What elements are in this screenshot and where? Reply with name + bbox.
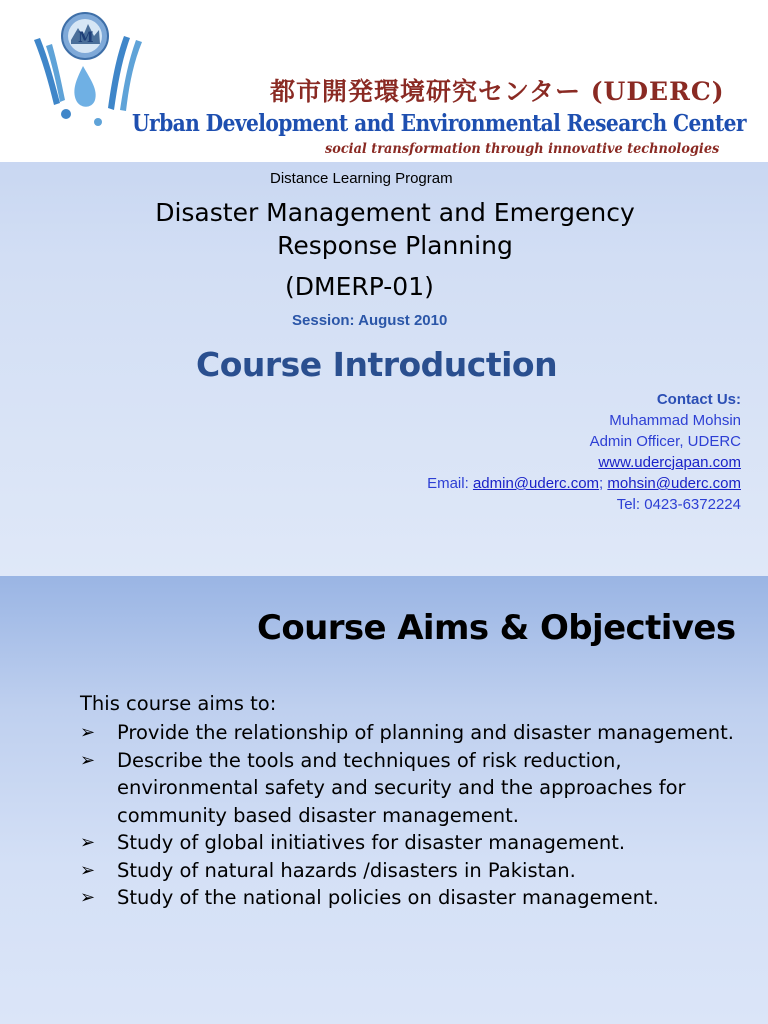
aims-intro-text: This course aims to: [80, 692, 277, 715]
aims-heading: Course Aims & Objectives [257, 608, 736, 648]
email-label: Email: [427, 475, 473, 492]
aim-text: Study of the national policies on disaster management. [117, 886, 659, 909]
arrow-bullet-icon: ➢ [80, 749, 96, 771]
aim-text: Study of natural hazards /disasters in Pakistan. [117, 858, 576, 882]
email-link-mohsin[interactable]: mohsin@uderc.com [607, 475, 741, 492]
list-item [80, 884, 740, 912]
contact-block [427, 389, 741, 515]
japanese-org-title: 都市開発環境研究センター (UDERC) [270, 77, 725, 106]
svg-text:M: M [78, 30, 94, 46]
arrow-bullet-icon: ➢ [80, 859, 96, 881]
email-separator: ; [599, 475, 608, 492]
program-label: Distance Learning Program [270, 170, 453, 187]
contact-name: Muhammad Mohsin [609, 412, 741, 429]
course-title [80, 196, 710, 262]
contact-telephone: Tel: 0423-6372224 [616, 496, 741, 513]
aim-text: Provide the relationship of planning and disaster management. [117, 721, 734, 744]
course-title-line-1: Disaster Management and Emergency [155, 198, 635, 227]
list-item [80, 747, 740, 830]
arrow-bullet-icon: ➢ [80, 832, 96, 853]
email-line [427, 473, 741, 494]
uderc-logo-icon [28, 10, 146, 138]
contact-role: Admin Officer, UDERC [589, 433, 741, 450]
list-item [80, 857, 740, 885]
arrow-bullet-icon: ➢ [80, 722, 96, 743]
aim-text: Describe the tools and techniques of risk reduction, environmental safety and security and the approaches for community based disaster management. [117, 748, 686, 827]
organization-name: Urban Development and Environmental Research Center [132, 110, 746, 137]
website-link[interactable]: www.udercjapan.com [598, 454, 741, 471]
email-link-admin[interactable]: admin@uderc.com [472, 475, 600, 492]
slide-course-aims [0, 576, 768, 1024]
aim-text: Study of global initiatives for disaster management. [117, 831, 626, 854]
organization-tagline: social transformation through innovative technologies [325, 141, 720, 157]
slide-header-banner [0, 0, 768, 162]
aims-list [80, 719, 740, 912]
contact-heading: Contact Us: [656, 391, 741, 408]
course-introduction-heading: Course Introduction [196, 345, 558, 384]
course-code: (DMERP-01) [285, 272, 434, 301]
arrow-bullet-icon: ➢ [80, 887, 96, 908]
list-item [80, 829, 740, 857]
list-item [80, 719, 740, 747]
session-label: Session: August 2010 [292, 312, 448, 329]
course-title-line-2: Response Planning [277, 231, 513, 260]
